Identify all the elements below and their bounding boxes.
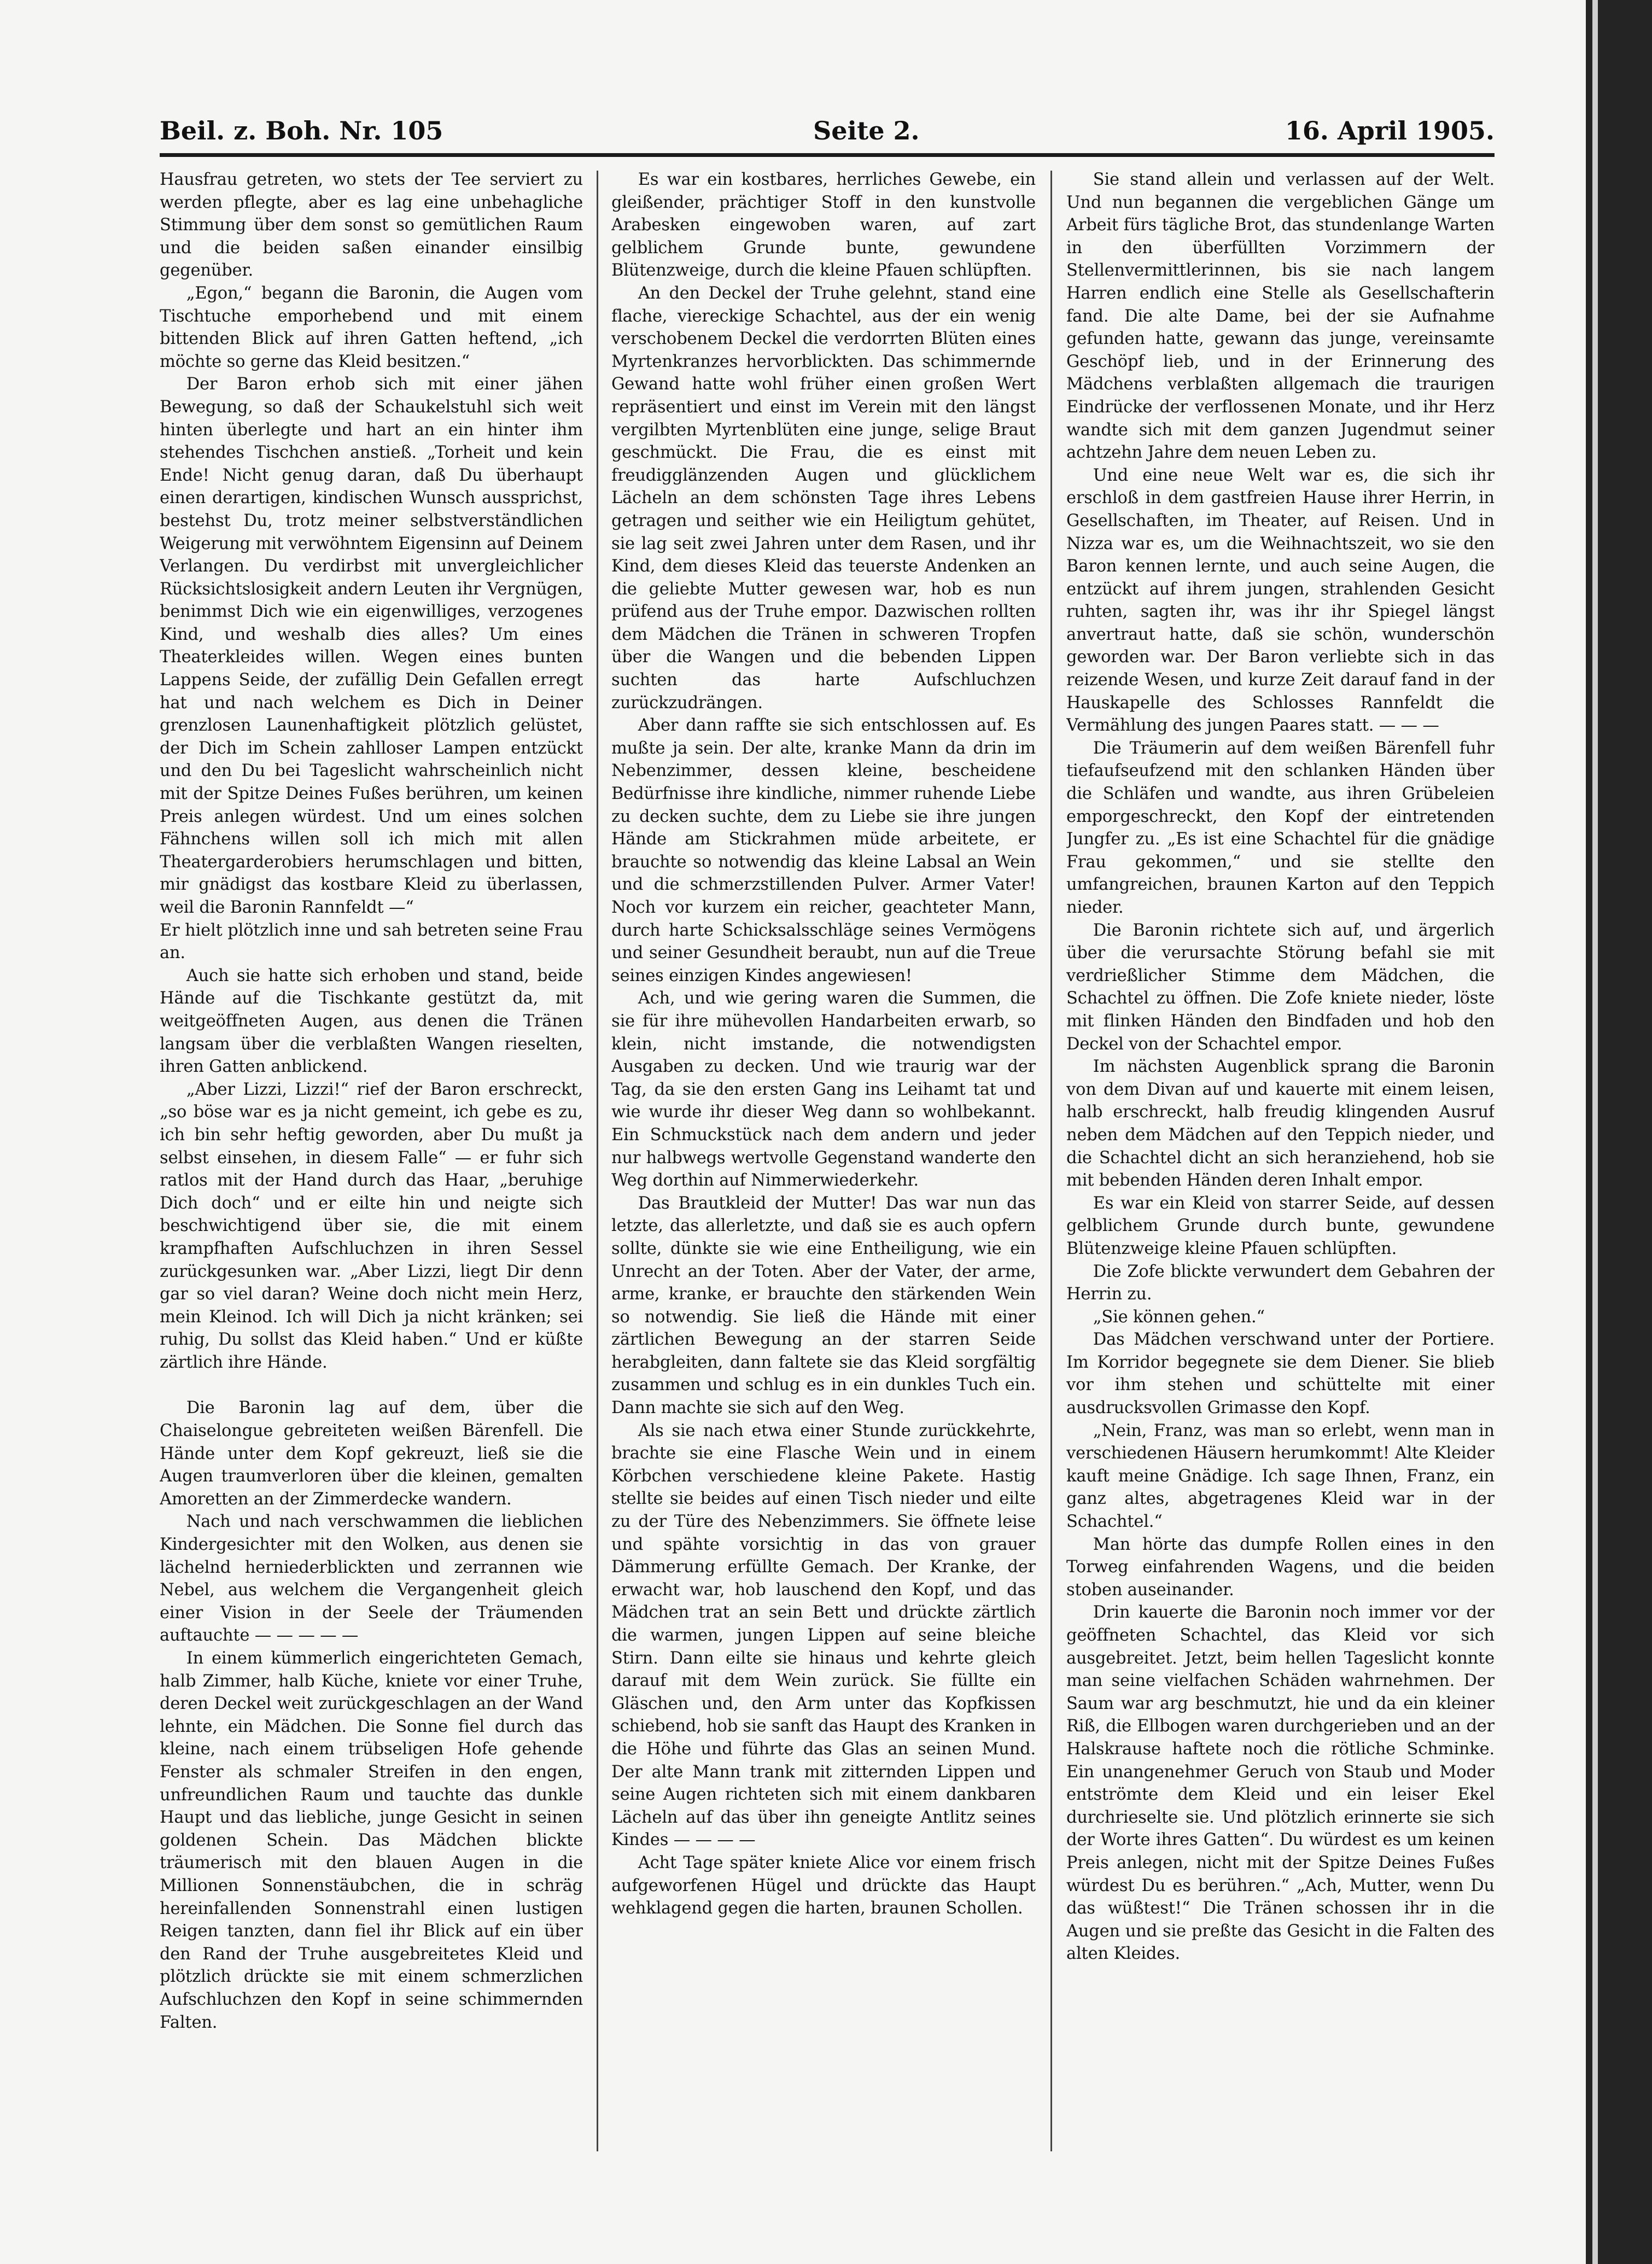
text-column-3 [1066,168,1495,2159]
paragraph: Aber dann raffte sie sich entschlossen auf. Es mußte ja sein. Der alte, kranke Mann da drin im Nebenzimmer, dessen kleine, bescheidene Bedürfnisse ihre kindliche, nimmer ruhende Liebe zu decken suchte, dem zu Liebe sie ihre jungen Hände am Stickrahmen müde arbeitete, er brauchte so notwendig das kleine Labsal an Wein und die schmerzstillenden Pulver. Armer Vater! Noch vor kurzem ein reicher, geachteter Mann, durch harte Schicksalsschläge seines Vermögens und seiner Gesundheit beraubt, nun auf die Treue seines einzigen Kindes angewiesen! [611,716,1036,985]
paragraph: Es war ein kostbares, herrliches Gewebe, ein gleißender, prächtiger Stoff in den kunstvolle Arabesken eingewoben waren, auf zart gelblichem Grunde bunte, gewundene Blütenzweige, durch die kleine Pfauen schlüpften. [611,170,1036,281]
paragraph: Die Träumerin auf dem weißen Bärenfell fuhr tiefaufseufzend mit den schlanken Händen über die Schläfen und wandte, aus ihren Grübeleien emporgeschreckt, den Kopf der eintretenden Jungfer zu. „Es ist eine Schachtel für die gnädige Frau gekommen,“ und sie stellte den umfangreichen, braunen Karton auf den Teppich nieder. [1066,738,1495,917]
paragraph: Das Mädchen verschwand unter der Portiere. Im Korridor begegnete sie dem Diener. Sie blieb vor ihm stehen und schüttelte mit einer ausdrucksvollen Grimasse den Kopf. [1066,1330,1495,1418]
column-divider-1 [597,171,598,2151]
paragraph: Die Baronin lag auf dem, über die Chaiselongue gebreiteten weißen Bärenfell. Die Hände unter dem Kopf gekreuzt, ließ sie die Augen traumverloren über die kleinen, gemalten Amoretten an der Zimmerdecke wandern. [160,1398,583,1509]
paragraph: Auch sie hatte sich erhoben und stand, beide Hände auf die Tischkante gestützt da, mit weitgeöffneten Augen, aus denen die Tränen langsam über die verblaßten Wangen rieselten, ihren Gatten anblickend. [160,966,583,1077]
paragraph: Die Zofe blickte verwundert dem Gebahren der Herrin zu. [1066,1262,1495,1304]
paragraph: Acht Tage später kniete Alice vor einem frisch aufgeworfenen Hügel und drückte das Haupt wehklagend gegen die harten, braunen Schollen. [611,1853,1036,1918]
paragraph: Man hörte das dumpfe Rollen eines in den Torweg einfahrenden Wagens, und die beiden stoben auseinander. [1066,1534,1495,1600]
paragraph: Ach, und wie gering waren die Summen, die sie für ihre mühevollen Handarbeiten erwarb, so klein, nicht imstande, die notwendigsten Ausgaben zu decken. Und wie traurig war der Tag, da sie den ersten Gang ins Leihamt tat und wie wurde ihr dieser Weg dann so wohlbekannt. Ein Schmuckstück nach dem andern und jeder nur halbwegs wertvolle Gegenstand wanderte den Weg dorthin auf Nimmerwiederkehr. [611,989,1036,1191]
header-date: 16. April 1905. [1285,116,1495,145]
header-supplement-number: Beil. z. Boh. Nr. 105 [160,116,443,145]
paragraph: Der Baron erhob sich mit einer jähen Bewegung, so daß der Schaukelstuhl sich weit hinten überlegte und hart an ein hinter ihm stehendes Tischchen anstieß. „Torheit und kein Ende! Nicht genug daran, daß Du überhaupt einen derartigen, kindischen Wunsch aussprichst, bestehst Du, trotz meiner selbstverständlichen Weigerung mit verwöhntem Eigensinn auf Deinem Verlangen. Du verdirbst mit unvergleichlicher Rücksichtslosigkeit andern Leuten ihr Vergnügen, benimmst Dich wie ein eigenwilliges, verzogenes Kind, und weshalb dies alles? Um eines Theaterkleides willen. Wegen eines bunten Lappens Seide, der zufällig Dein Gefallen erregt hat und nach welchem es Dich in Deiner grenzlosen Launenhaftigkeit plötzlich gelüstet, der Dich im Schein zahlloser Lampen entzückt und den Du bei Tageslicht wahrscheinlich nicht mit der Spitze Deines Fußes berühren, um keinen Preis anlegen würdest. Und um eines solchen Fähnchens willen soll ich mich mit allen Theatergarderobiers herumschlagen und bitten, mir gnädigst das kostbare Kleid zu überlassen, weil die Baronin Rannfeldt —“ [160,375,583,917]
paragraph: Im nächsten Augenblick sprang die Baronin von dem Divan auf und kauerte mit einem leisen, halb erschreckt, halb freudig klingenden Ausruf neben dem Mädchen auf den Teppich nieder, und die Schachtel dicht an sich heranziehend, hob sie mit bebenden Händen deren Inhalt empor. [1066,1057,1495,1191]
paragraph: „Sie können gehen.“ [1093,1307,1265,1327]
column-divider-2 [1050,171,1052,2151]
page-header [160,116,1495,151]
text-column-2 [611,168,1036,2159]
paragraph: „Nein, Franz, was man so erlebt, wenn man in verschiedenen Häusern herumkommt! Alte Kleider kauft meine Gnädige. Ich sage Ihnen, Franz, ein ganz altes, abgetragenes Kleid war in der Schachtel.“ [1066,1421,1495,1532]
paragraph: Er hielt plötzlich inne und sah betreten seine Frau an. [160,920,583,963]
paragraph: In einem kümmerlich eingerichteten Gemach, halb Zimmer, halb Küche, kniete vor einer Truhe, deren Deckel weit zurückgeschlagen an der Wand lehnte, ein Mädchen. Die Sonne fiel durch das kleine, nach einem trübseligen Hofe gehende Fenster als schmaler Streifen in den engen, unfreundlichen Raum und tauchte das dunkle Haupt und das liebliche, junge Gesicht in seinen goldenen Schein. Das Mädchen blickte träumerisch mit den blauen Augen in die Millionen Sonnenstäubchen, die in schräg hereinfallenden Sonnenstrahl einen lustigen Reigen tanzten, dann fiel ihr Blick auf ein über den Rand der Truhe ausgebreitetes Kleid und plötzlich drückte sie mit einem schmerzlichen Aufschluchzen den Kopf in seine schimmernden Falten. [160,1649,583,2032]
paragraph: Die Baronin richtete sich auf, und ärgerlich über die verursachte Störung befahl sie mit verdrießlicher Stimme dem Mädchen, die Schachtel zu öffnen. Die Zofe kniete nieder, löste mit flinken Händen den Bindfaden und hob den Deckel von der Schachtel empor. [1066,920,1495,1054]
paragraph: „Aber Lizzi, Lizzi!“ rief der Baron erschreckt, „so böse war es ja nicht gemeint, ich gebe es zu, ich bin sehr heftig geworden, aber Du mußt ja selbst einsehen, in diesem Falle“ — er fuhr sich ratlos mit der Hand durch das Haar, „beruhige Dich doch“ und er eilte hin und neigte sich beschwichtigend über sie, die mit einem krampfhaften Aufschluchzen in ihren Sessel zurückgesunken war. „Aber Lizzi, liegt Dir denn gar so viel daran? Weine doch nicht mein Herz, mein Kleinod. Ich will Dich ja nicht kränken; sei ruhig, Du sollst das Kleid haben.“ Und er küßte zärtlich ihre Hände. [160,1080,583,1372]
paragraph: Es war ein Kleid von starrer Seide, auf dessen gelblichem Grunde durch bunte, gewundene Blütenzweige kleine Pfauen schlüpften. [1066,1193,1495,1258]
text-column-1 [160,168,583,2159]
paragraph: „Egon,“ begann die Baronin, die Augen vom Tischtuche emporhebend und mit einem bittenden Blick auf ihren Gatten heftend, „ich möchte so gerne das Kleid besitzen.“ [160,283,583,371]
paragraph: Hausfrau getreten, wo stets der Tee serviert zu werden pflegte, aber es lag eine unbehagliche Stimmung über dem sonst so gemütlichen Raum und die beiden saßen einander einsilbig gegenüber. [160,170,583,281]
paragraph: Sie stand allein und verlassen auf der Welt. Und nun begannen die vergeblichen Gänge um Arbeit fürs tägliche Brot, das stundenlange Warten in den überfüllten Vorzimmern der Stellenvermittlerinnen, bis sie nach langem Harren endlich eine Stelle als Gesellschafterin fand. Die alte Dame, bei der sie Aufnahme gefunden hatte, gewann das junge, vereinsamte Geschöpf lieb, und in der Erinnerung des Mädchens verblaßten allgemach die traurigen Eindrücke der verflossenen Monate, und ihr Herz wandte sich mit dem ganzen Jugendmut seiner achtzehn Jahre dem neuen Leben zu. [1066,170,1495,463]
paragraph: Drin kauerte die Baronin noch immer vor der geöffneten Schachtel, das Kleid vor sich ausgebreitet. Jetzt, beim hellen Tageslicht konnte man seine vielfachen Schäden wahrnehmen. Der Saum war arg beschmutzt, hie und da ein kleiner Riß, die Ellbogen waren durchgerieben und an der Halskrause haftete noch die rötliche Schminke. Ein unangenehmer Geruch von Staub und Moder entströmte dem Kleid und ein leiser Ekel durchrieselte sie. Und plötzlich erinnerte sie sich der Worte ihres Gatten“. Du würdest es um keinen Preis anlegen, nicht mit der Spitze Deines Fußes würdest Du es berühren.“ „Ach, Mutter, wenn Du das wüßtest!“ Die Tränen schossen ihr in die Augen und sie preßte das Gesicht in die Falten des alten Kleides. [1066,1603,1495,1964]
paragraph: Das Brautkleid der Mutter! Das war nun das letzte, das allerletzte, und daß sie es auch opfern sollte, dünkte sie wie eine Entheiligung, wie ein Unrecht an der Toten. Aber der Vater, der arme, arme, kranke, er brauchte den stärkenden Wein so notwendig. Sie ließ die Hände mit einer zärtlichen Bewegung an der starren Seide herabgleiten, dann faltete sie das Kleid sorgfältig zusammen und schlug es in ein dunkles Tuch ein. Dann machte sie sich auf den Weg. [611,1193,1036,1418]
header-rule [160,153,1495,157]
paragraph: Und eine neue Welt war es, die sich ihr erschloß in dem gastfreien Hause ihrer Herrin, in Gesellschaften, im Theater, auf Reisen. Und in Nizza war es, um die Weihnachtszeit, wo sie den Baron kennen lernte, und auch seine Augen, die entzückt auf ihrem jungen, strahlenden Gesicht ruhten, sagten ihr, was ihr ihr Spiegel längst anvertraut hatte, daß sie schön, wunderschön geworden war. Der Baron verliebte sich in das reizende Wesen, und kurze Zeit darauf fand in der Hauskapelle des Schlosses Rannfeldt die Vermählung des jungen Paares statt. — — — [1066,465,1495,736]
paragraph: Als sie nach etwa einer Stunde zurückkehrte, brachte sie eine Flasche Wein und in einem Körbchen verschiedene kleine Pakete. Hastig stellte sie beides auf einen Tisch nieder und eilte zu der Türe des Nebenzimmers. Sie öffnete leise und spähte vorsichtig in das von grauer Dämmerung erfüllte Gemach. Der Kranke, der erwacht war, hob lauschend den Kopf, und das Mädchen trat an sein Bett und drückte zärtlich die warmen, jungen Lippen auf seine bleiche Stirn. Dann eilte sie hinaus und kehrte gleich darauf mit dem Wein zurück. Sie füllte ein Gläschen und, den Arm unter das Kopfkissen schiebend, hob sie sanft das Haupt des Kranken in die Höhe und führte das Glas an seinen Mund. Der alte Mann trank mit zitternden Lippen und seine Augen richteten sich mit einem dankbaren Lächeln auf das über ihn geneigte Antlitz seines Kindes — — — — [611,1421,1036,1850]
header-page-number: Seite 2. [813,116,920,145]
paragraph: Nach und nach verschwammen die lieblichen Kindergesichter mit den Wolken, aus denen sie lächelnd herniederblickten und zerrannen wie Nebel, aus welchem die Vergangenheit gleich einer Vision in der Seele der Träumenden auftauchte — — — — — [160,1512,583,1646]
scan-edge-line [1592,0,1598,2264]
paragraph: An den Deckel der Truhe gelehnt, stand eine flache, viereckige Schachtel, aus der ein wenig verschobenem Deckel die verdorrten Blüten eines Myrtenkranzes hervorblickten. Das schimmernde Gewand hatte wohl früher einen großen Wert repräsentiert und einst im Verein mit den längst vergilbten Myrtenblüten eine junge, selige Braut geschmückt. Die Frau, die es einst mit freudigglänzenden Augen und glücklichem Lächeln an dem schönsten Tage ihres Lebens getragen und seither wie ein Heiligtum gehütet, sie lag seit zwei Jahren unter dem Rasen, und ihr Kind, dem dieses Kleid das teuerste Andenken an die geliebte Mutter gewesen war, hob es nun prüfend aus der Truhe empor. Dazwischen rollten dem Mädchen die Tränen in schweren Tropfen über die Wangen und die bebenden Lippen suchten das harte Aufschluchzen zurückzudrängen. [611,283,1036,713]
